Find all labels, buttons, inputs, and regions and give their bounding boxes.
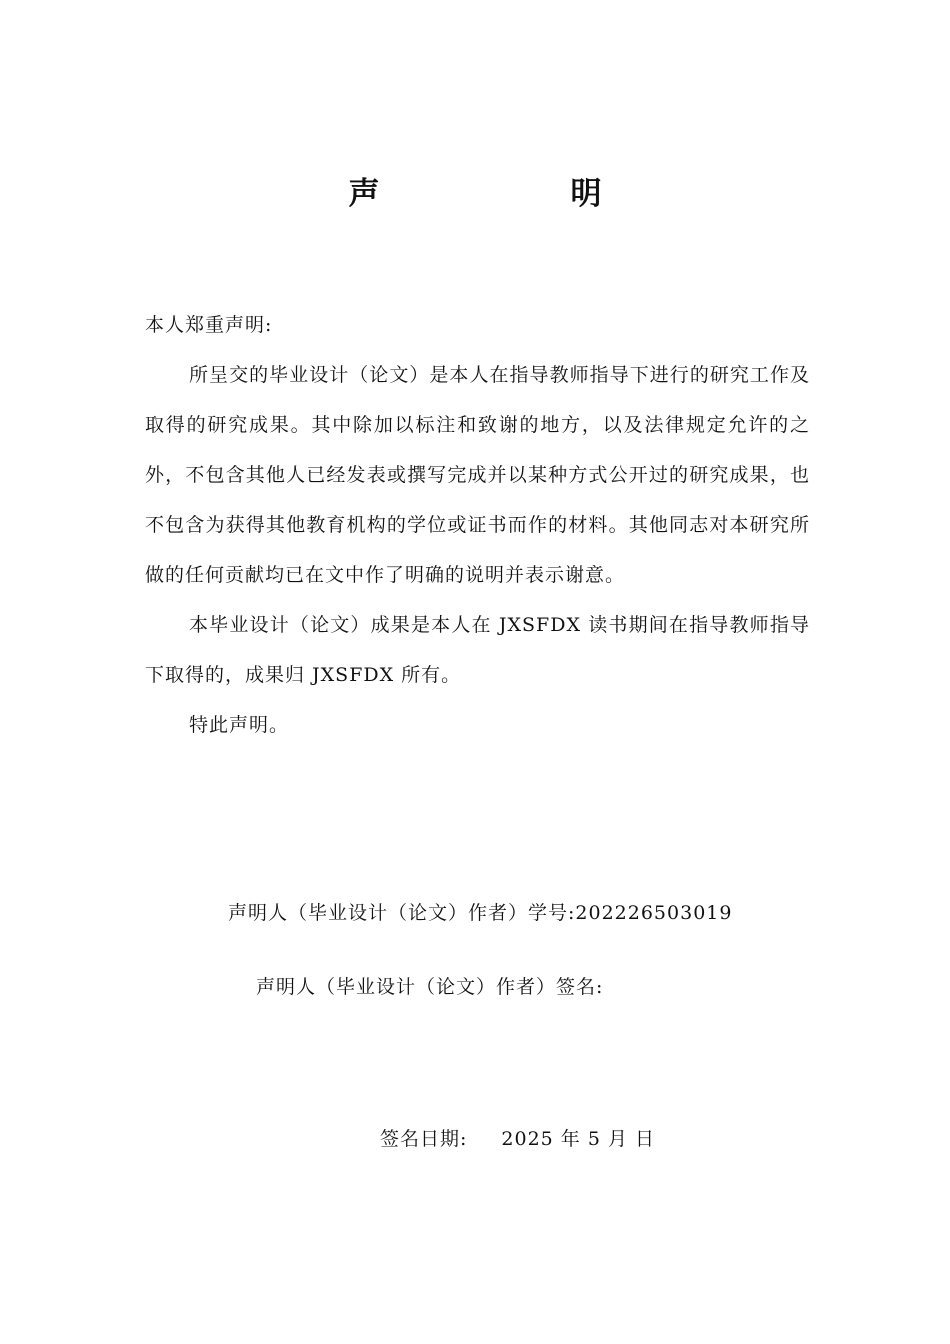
signature-label: 声明人（毕业设计（论文）作者）签名: (256, 976, 604, 998)
paragraph-originality: 所呈交的毕业设计（论文）是本人在指导教师指导下进行的研究工作及取得的研究成果。其中除加以标注和致谢的地方，以及法律规定允许的之外，不包含其他人已经发表或撰写完成并以某种方式公开过的研究成果，也不包含为获得其他教育机构的学位或证书而作的材料。其他同志对本研究所做的任何贡献均已在文中作了明确的说明并表示谢意。 (145, 364, 810, 586)
signature-line (256, 972, 603, 999)
declaration-body (145, 300, 810, 750)
signature-date-line (380, 1124, 655, 1151)
salutation: 本人郑重声明: (145, 314, 273, 336)
date-value: 2025 年 5 月 日 (501, 1128, 656, 1150)
page-title: 声 明 (348, 176, 682, 212)
paragraph-ownership: 本毕业设计（论文）成果是本人在 JXSFDX 读书期间在指导教师指导下取得的，成果归 JXSFDX 所有。 (145, 614, 810, 686)
date-label: 签名日期: (380, 1128, 468, 1150)
closing-statement: 特此声明。 (189, 714, 290, 736)
student-id-line (228, 898, 732, 925)
student-id-label: 声明人（毕业设计（论文）作者）学号: (228, 902, 576, 924)
student-id-value: 202226503019 (575, 902, 733, 924)
